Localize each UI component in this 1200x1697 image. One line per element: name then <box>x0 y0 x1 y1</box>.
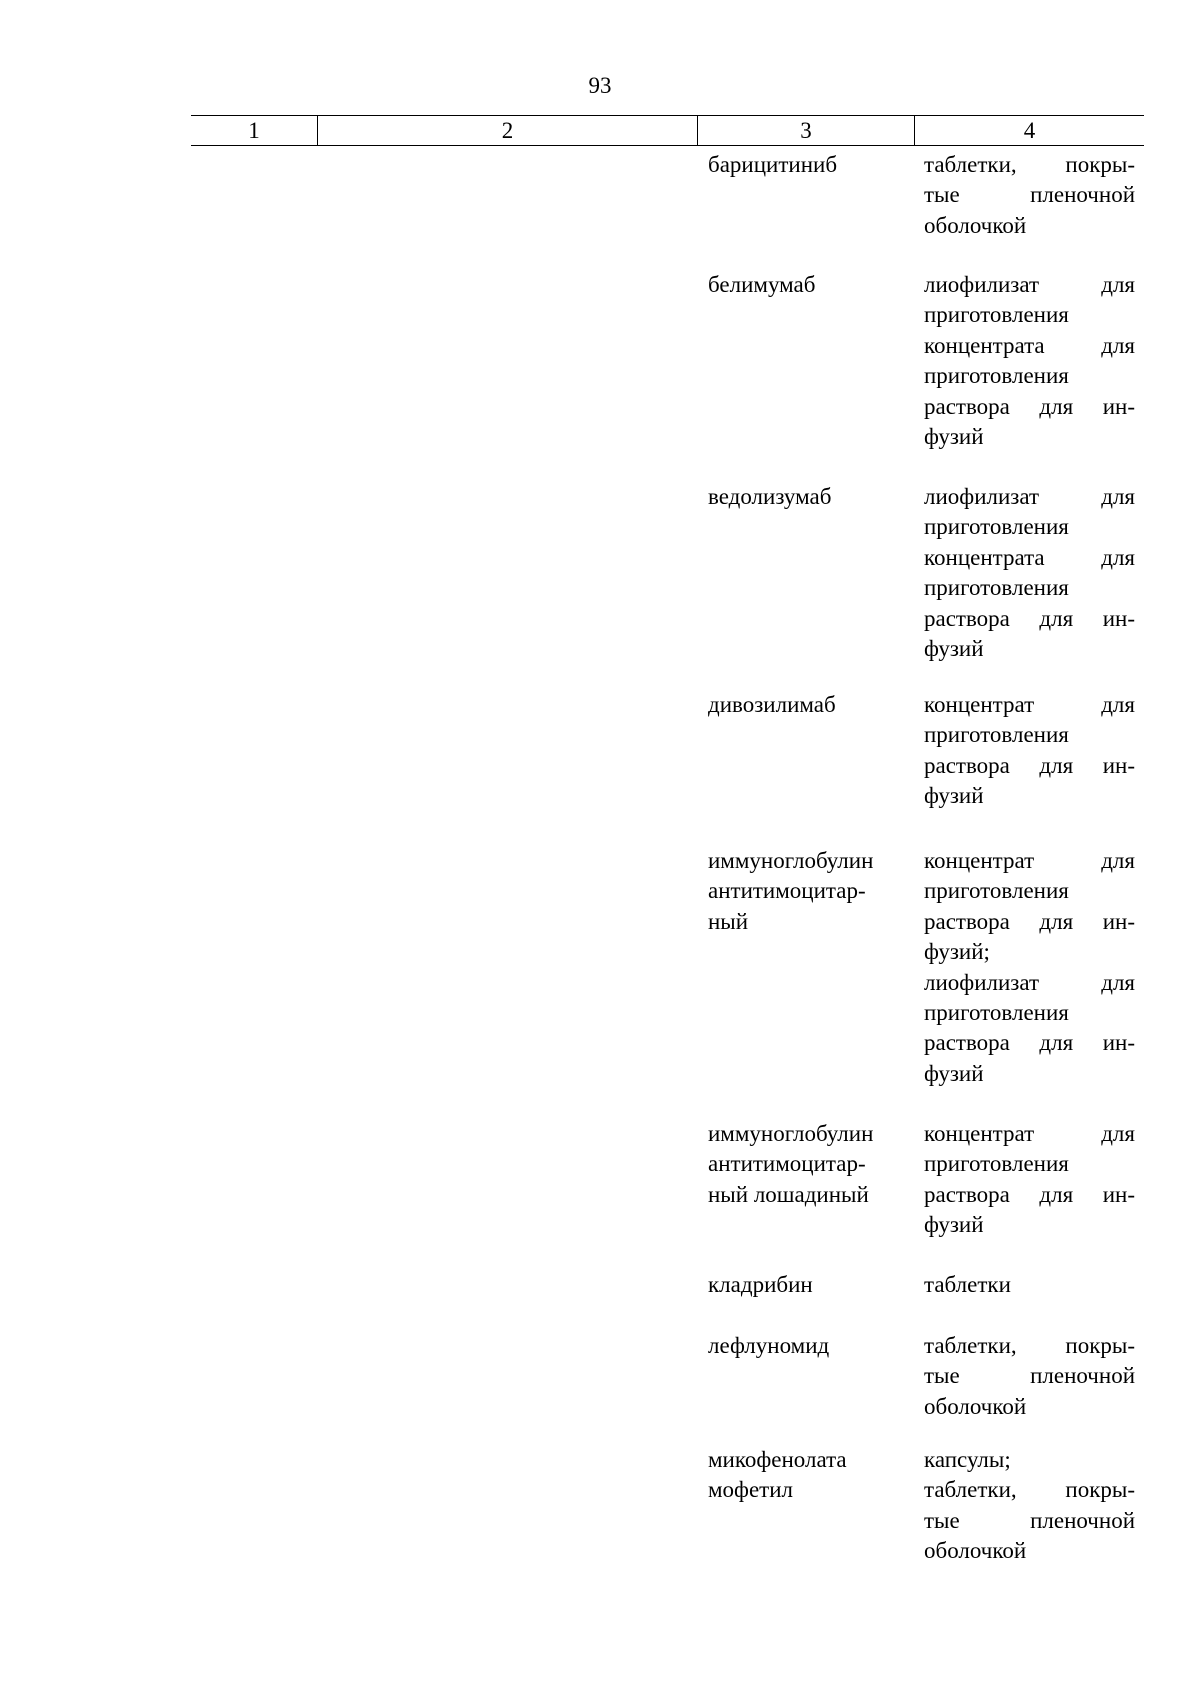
dosage-form <box>924 1119 1135 1241</box>
dosage-form-line: раствора для ин- <box>924 908 1135 934</box>
dosage-form-line: оболочкой <box>924 212 1027 238</box>
drug-name <box>708 150 908 180</box>
dosage-form-line: приготовления <box>924 575 1069 601</box>
dosage-form-line: фузий <box>924 636 984 662</box>
drug-name <box>708 690 908 720</box>
dosage-form-line: тые пленочной <box>924 1363 1135 1389</box>
drug-name <box>708 482 908 512</box>
dosage-form-line: раствора для ин- <box>924 605 1135 631</box>
dosage-form-line: раствора для ин- <box>924 1181 1135 1207</box>
drug-name-line: ный <box>708 908 749 934</box>
dosage-form <box>924 482 1135 664</box>
dosage-form <box>924 846 1135 1089</box>
dosage-form-line: концентрат для <box>924 692 1135 717</box>
dosage-form-line: лиофилизат для <box>924 272 1135 297</box>
table-header-row <box>191 115 1144 146</box>
dosage-form-line: приготовления <box>924 878 1069 904</box>
column-header-4: 4 <box>1023 118 1036 143</box>
drug-name-line: лефлуномид <box>708 1333 830 1358</box>
dosage-form-line: тые пленочной <box>924 182 1135 208</box>
drug-name <box>708 270 908 300</box>
dosage-form-line: приготовления <box>924 1151 1069 1177</box>
dosage-form-line: раствора для ин- <box>924 393 1135 419</box>
dosage-form-line: фузий <box>924 1060 984 1086</box>
dosage-form-line: таблетки, покры- <box>924 152 1135 177</box>
drug-name <box>708 1270 908 1300</box>
drug-name-line: антитимоцитар- <box>708 878 866 904</box>
drug-name-line: ный лошадиный <box>708 1181 869 1207</box>
dosage-form-line: концентрат для <box>924 1121 1135 1146</box>
dosage-form-line: приготовления <box>924 1000 1069 1026</box>
dosage-form-line: приготовления <box>924 302 1069 328</box>
drug-name-line: барицитиниб <box>708 152 838 177</box>
dosage-form-line: фузий <box>924 783 984 809</box>
dosage-form-line: фузий <box>924 1212 984 1238</box>
drug-name-line: иммуноглобулин <box>708 848 874 873</box>
column-header-3: 3 <box>800 118 812 143</box>
dosage-form-line: концентрата для <box>924 332 1135 358</box>
dosage-form-line: капсулы; <box>924 1447 1011 1472</box>
dosage-form-line: приготовления <box>924 722 1069 748</box>
dosage-form-line: таблетки, покры- <box>924 1477 1135 1503</box>
dosage-form-line: приготовления <box>924 514 1069 540</box>
dosage-form-line: лиофилизат для <box>924 969 1135 995</box>
dosage-form-line: тые пленочной <box>924 1507 1135 1533</box>
drug-name <box>708 1119 908 1210</box>
dosage-form <box>924 150 1135 241</box>
dosage-form <box>924 270 1135 452</box>
drug-name-line: белимумаб <box>708 272 816 297</box>
drug-name-line: иммуноглобулин <box>708 1121 874 1146</box>
dosage-form-line: концентрата для <box>924 544 1135 570</box>
dosage-form-line: оболочкой <box>924 1538 1027 1564</box>
dosage-form-line: раствора для ин- <box>924 1030 1135 1056</box>
dosage-form <box>924 1445 1135 1567</box>
dosage-form <box>924 690 1135 812</box>
column-header-1: 1 <box>248 118 260 143</box>
drug-name <box>708 846 908 937</box>
dosage-form-line: раствора для ин- <box>924 752 1135 778</box>
dosage-form-line: приготовления <box>924 363 1069 389</box>
drug-name-line: кладрибин <box>708 1272 813 1297</box>
drug-name-line: микофенолата <box>708 1447 847 1472</box>
drug-name-line: ведолизумаб <box>708 484 832 509</box>
dosage-form-line: лиофилизат для <box>924 484 1135 509</box>
drug-name-line: мофетил <box>708 1477 794 1503</box>
drug-name-line: дивозилимаб <box>708 692 836 717</box>
drug-name <box>708 1331 908 1361</box>
dosage-form <box>924 1331 1135 1422</box>
dosage-form-line: фузий; <box>924 939 990 965</box>
dosage-form-line: оболочкой <box>924 1393 1027 1419</box>
page-number: 93 <box>588 73 612 98</box>
dosage-form-line: концентрат для <box>924 848 1135 873</box>
column-header-2: 2 <box>501 118 514 143</box>
dosage-form-line: таблетки, покры- <box>924 1333 1135 1358</box>
dosage-form-line: фузий <box>924 424 984 450</box>
dosage-form <box>924 1270 1135 1300</box>
drug-name-line: антитимоцитар- <box>708 1151 866 1177</box>
drug-name <box>708 1445 908 1506</box>
dosage-form-line: таблетки <box>924 1272 1011 1297</box>
